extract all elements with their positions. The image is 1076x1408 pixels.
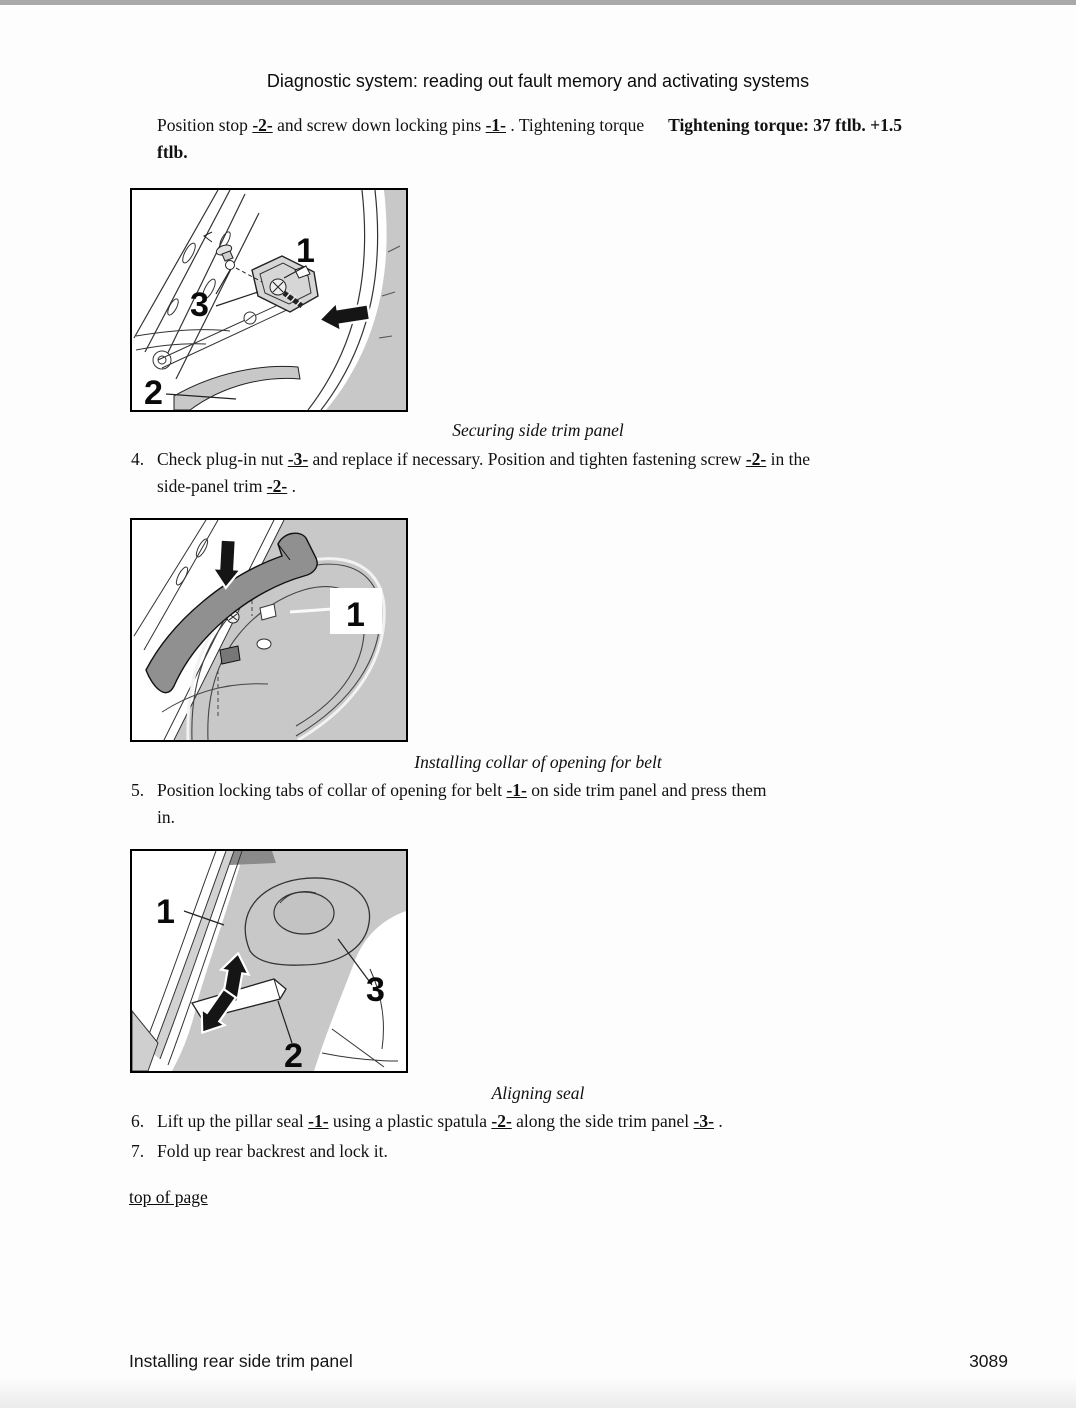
step-7 (131, 1138, 388, 1165)
page-top-border (0, 0, 1076, 5)
step-6 (131, 1108, 723, 1135)
figure1-caption: Securing side trim panel (452, 420, 624, 440)
step-7-number: 7. (131, 1141, 145, 1161)
intro-paragraph: Position stop -2- and screw down locking pins -1- . Tightening torque Tightening torque: 37 ftlb. +1.5 ftlb. (157, 115, 903, 162)
figure3-label-2: 2 (284, 1037, 303, 1071)
page-bottom-edge (0, 1378, 1076, 1408)
step-5-number: 5. (131, 780, 145, 800)
step-6-text: Lift up the pillar seal -1- using a plastic spatula -2- along the side trim panel -3- . (157, 1111, 723, 1131)
footer-section-title: Installing rear side trim panel (129, 1351, 353, 1371)
figure2-caption: Installing collar of opening for belt (414, 752, 662, 772)
figure3-label-3: 3 (366, 971, 385, 1009)
figure1-label-1: 1 (296, 232, 315, 270)
figure-installing-collar (130, 518, 408, 742)
footer-page-number: 3089 (969, 1351, 1008, 1371)
step-4-text: Check plug-in nut -3- and replace if necessary. Position and tighten fastening screw -2- in the side-panel trim -2- . (157, 449, 810, 496)
page-title: Diagnostic system: reading out fault memory and activating systems (266, 71, 810, 91)
step-5 (131, 777, 766, 831)
step-4-number: 4. (131, 449, 145, 469)
technical-illustration-2 (132, 520, 406, 740)
step-4 (131, 446, 810, 500)
figure2-label-1: 1 (346, 596, 365, 634)
figure-securing-side-trim-panel (130, 188, 408, 412)
figure-aligning-seal (130, 849, 408, 1073)
top-of-page-link[interactable]: top of page (129, 1187, 208, 1207)
figure1-label-3: 3 (190, 286, 209, 324)
step-7-text: Fold up rear backrest and lock it. (157, 1141, 388, 1161)
figure3-label-1: 1 (156, 893, 175, 931)
technical-illustration-1 (132, 190, 406, 410)
technical-illustration-3 (132, 851, 406, 1071)
step-5-text: Position locking tabs of collar of opening for belt -1- on side trim panel and press them in. (157, 780, 767, 827)
step-6-number: 6. (131, 1111, 145, 1131)
figure3-caption: Aligning seal (491, 1083, 585, 1103)
figure1-label-2: 2 (144, 374, 163, 410)
